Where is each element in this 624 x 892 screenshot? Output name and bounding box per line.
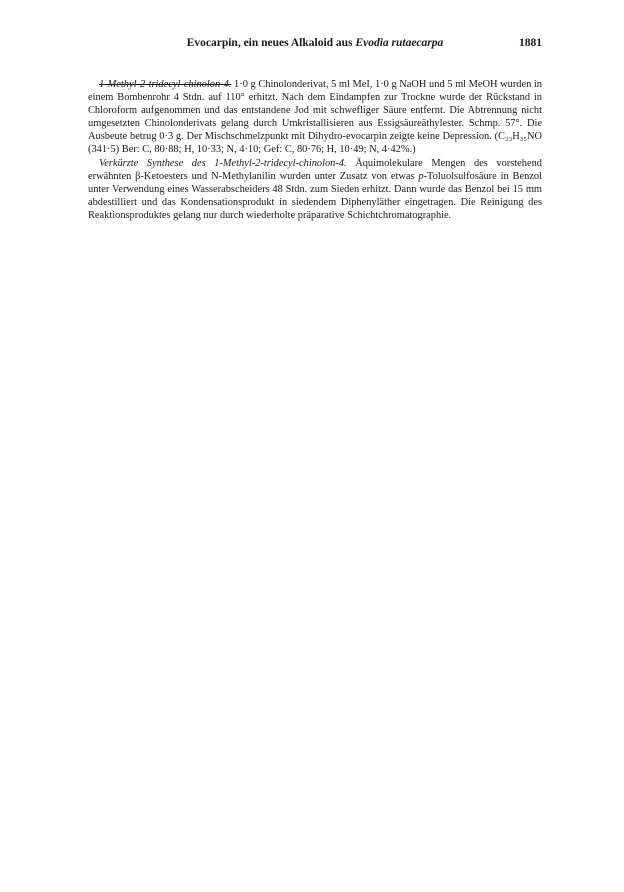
synthesis-heading: Verkürzte Synthese des: [99, 157, 215, 169]
para-prefix: p: [418, 170, 424, 182]
paragraph-text: Äquimolekulare Mengen des vorstehend erwähnten β-Ketoesters und N-Methylanilin wurden unter Zusatz von etwas: [88, 157, 542, 182]
page-header: [88, 37, 542, 53]
compound-heading: 1-Methyl-2-tridecyl-chinolon-4.: [99, 79, 232, 90]
running-title-species: Evodia rutaecarpa: [355, 37, 444, 49]
paragraph-text: -Toluolsulfosäure in Benzol unter Verwendung eines Wasserabscheiders 48 Stdn. zum Sieden erhitzt. Dann wurde das Benzol bei 15 mm abdestilliert und das Kondensationsprodukt in siedendem Diphenyläther eingetragen. Die Reinigung des Reaktionsproduktes gelang nur durch wiederholte präparative Schichtchromatographie.: [88, 170, 542, 221]
paragraph-methylation: [88, 78, 542, 157]
synthesis-compound: 1-Methyl-2-tridecyl-chinolon-4.: [214, 157, 347, 169]
article-body: [88, 78, 542, 222]
paragraph-short-synthesis: [88, 157, 542, 222]
running-title: [88, 37, 542, 49]
running-title-text: Evocarpin, ein neues Alkaloid aus: [186, 37, 356, 49]
paragraph-text: 1·0 g Chinolonderivat, 5 ml MeI, 1·0 g NaOH und 5 ml MeOH wurden in einem Bombenrohr 4 Stdn. auf 110° erhitzt. Nach dem Eindampfen zur Trockne wurde der Rückstand in Chloroform aufgenommen und das entstandene Jod mit schwefliger Säure entfernt. Die Abtrennung nicht umgesetzten Chinolonderivats gelang durch Umkristallisieren aus Essigsäureäthylester. Schmp. 57°. Die Ausbeute betrug 0·3 g. Der Mischschmelzpunkt mit Dihydro-evocarpin zeigte keine Depression. (C₂₃H₃₅NO (341·5) Ber: C, 80·88; H, 10·33; N, 4·10; Gef: C, 80·76; H, 10·49; N, 4·42%.): [88, 79, 542, 156]
page-number: 1881: [519, 37, 542, 49]
